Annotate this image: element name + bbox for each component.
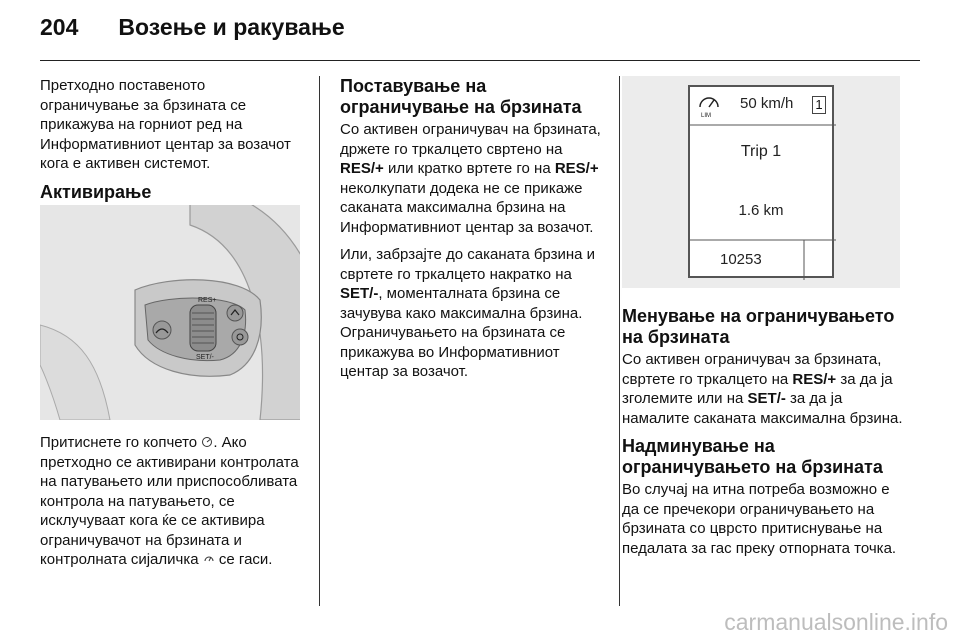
display-gear-box: 1 xyxy=(812,96,826,114)
section-heading-exceed-limit: Надминување на ограничувањето на брзината xyxy=(622,436,883,477)
res-keyword: RES/+ xyxy=(792,370,837,388)
section-heading-change-limit: Менување на ограничувањето на брзината xyxy=(622,306,895,347)
text-span: за да ја зголемите или на xyxy=(622,370,893,407)
res-keyword: RES/+ xyxy=(340,160,384,177)
display-trip: Trip 1 xyxy=(740,143,782,160)
display-odometer: 10253 xyxy=(720,251,762,268)
activate-text-b: . Ако претходно се активирани контролата на патувањето или приспособливата контрола на патувањето, се исклучуваат кога ќе се активира ограничувачот на брзината и контролната сијаличка xyxy=(40,434,299,568)
activate-paragraph xyxy=(40,433,305,570)
lim-label: LIM xyxy=(701,113,712,119)
control-lamp-icon xyxy=(203,553,215,565)
set-keyword: SET/- xyxy=(340,285,379,302)
page-title: Возење и ракување xyxy=(118,14,345,40)
driver-info-display-image xyxy=(622,76,900,288)
text-span: за да ја намалите саканата максимална брзина. xyxy=(622,390,903,427)
res-label: RES+ xyxy=(198,297,217,304)
set-label: SET/- xyxy=(196,354,214,361)
column-divider xyxy=(319,76,320,606)
header-rule xyxy=(40,60,920,61)
text-span: Или, забрзајте до саканата брзина и свртете го тркалцето накратко на xyxy=(340,246,596,283)
column-middle xyxy=(340,76,604,390)
page-header xyxy=(40,14,345,54)
set-limit-paragraph-1 xyxy=(340,120,604,237)
display-speed: 50 km/h xyxy=(740,95,794,112)
set-keyword: SET/- xyxy=(747,390,786,407)
intro-paragraph: Претходно поставеното ограничување за брзината се прикажува на горниот ред на Информативниот центар за возачот кога е активен системот. xyxy=(40,77,291,172)
text-span: Со активен ограничувач за брзината, свртете го тркалцето на xyxy=(622,351,882,388)
page-number: 204 xyxy=(40,14,79,40)
column-left xyxy=(40,76,302,205)
speed-limiter-icon xyxy=(201,436,213,448)
watermark: carmanualsonline.info xyxy=(724,609,948,635)
column-right xyxy=(622,306,910,566)
display-grid xyxy=(690,87,836,280)
speed-limiter-display-icon xyxy=(700,98,718,119)
display-screen xyxy=(688,85,834,278)
section-heading-set-limit: Поставување на ограничување на брзината xyxy=(340,76,582,117)
steering-wheel-image xyxy=(40,205,300,420)
change-limit-paragraph xyxy=(622,350,910,428)
text-span: Со активен ограничувач на брзината, држете го тркалцето свртено на xyxy=(340,121,601,158)
set-limit-paragraph-2 xyxy=(340,245,604,382)
exceed-limit-paragraph: Во случај на итна потреба возможно е да се пречекори ограничувањето на брзината со цврсто притиснување на педалата за гас преку отпорната точка. xyxy=(622,481,897,557)
column-divider xyxy=(619,76,620,606)
text-span: неколкупати додека не се прикаже саканата максимална брзина на Информативниот центар за возачот. xyxy=(340,179,594,236)
activate-text-c: се гаси. xyxy=(214,551,273,568)
display-distance: 1.6 km xyxy=(738,202,784,219)
res-keyword: RES/+ xyxy=(554,160,599,177)
text-span: или кратко вртете го на xyxy=(383,160,555,177)
activate-text-a: Притиснете го копчето xyxy=(40,434,198,451)
text-span: , моменталната брзина се зачувува како максимална брзина. Ограничувањето на брзината се прикажува во Информативниот центар за возачот. xyxy=(340,285,583,380)
section-heading-activate: Активирање xyxy=(40,181,152,202)
